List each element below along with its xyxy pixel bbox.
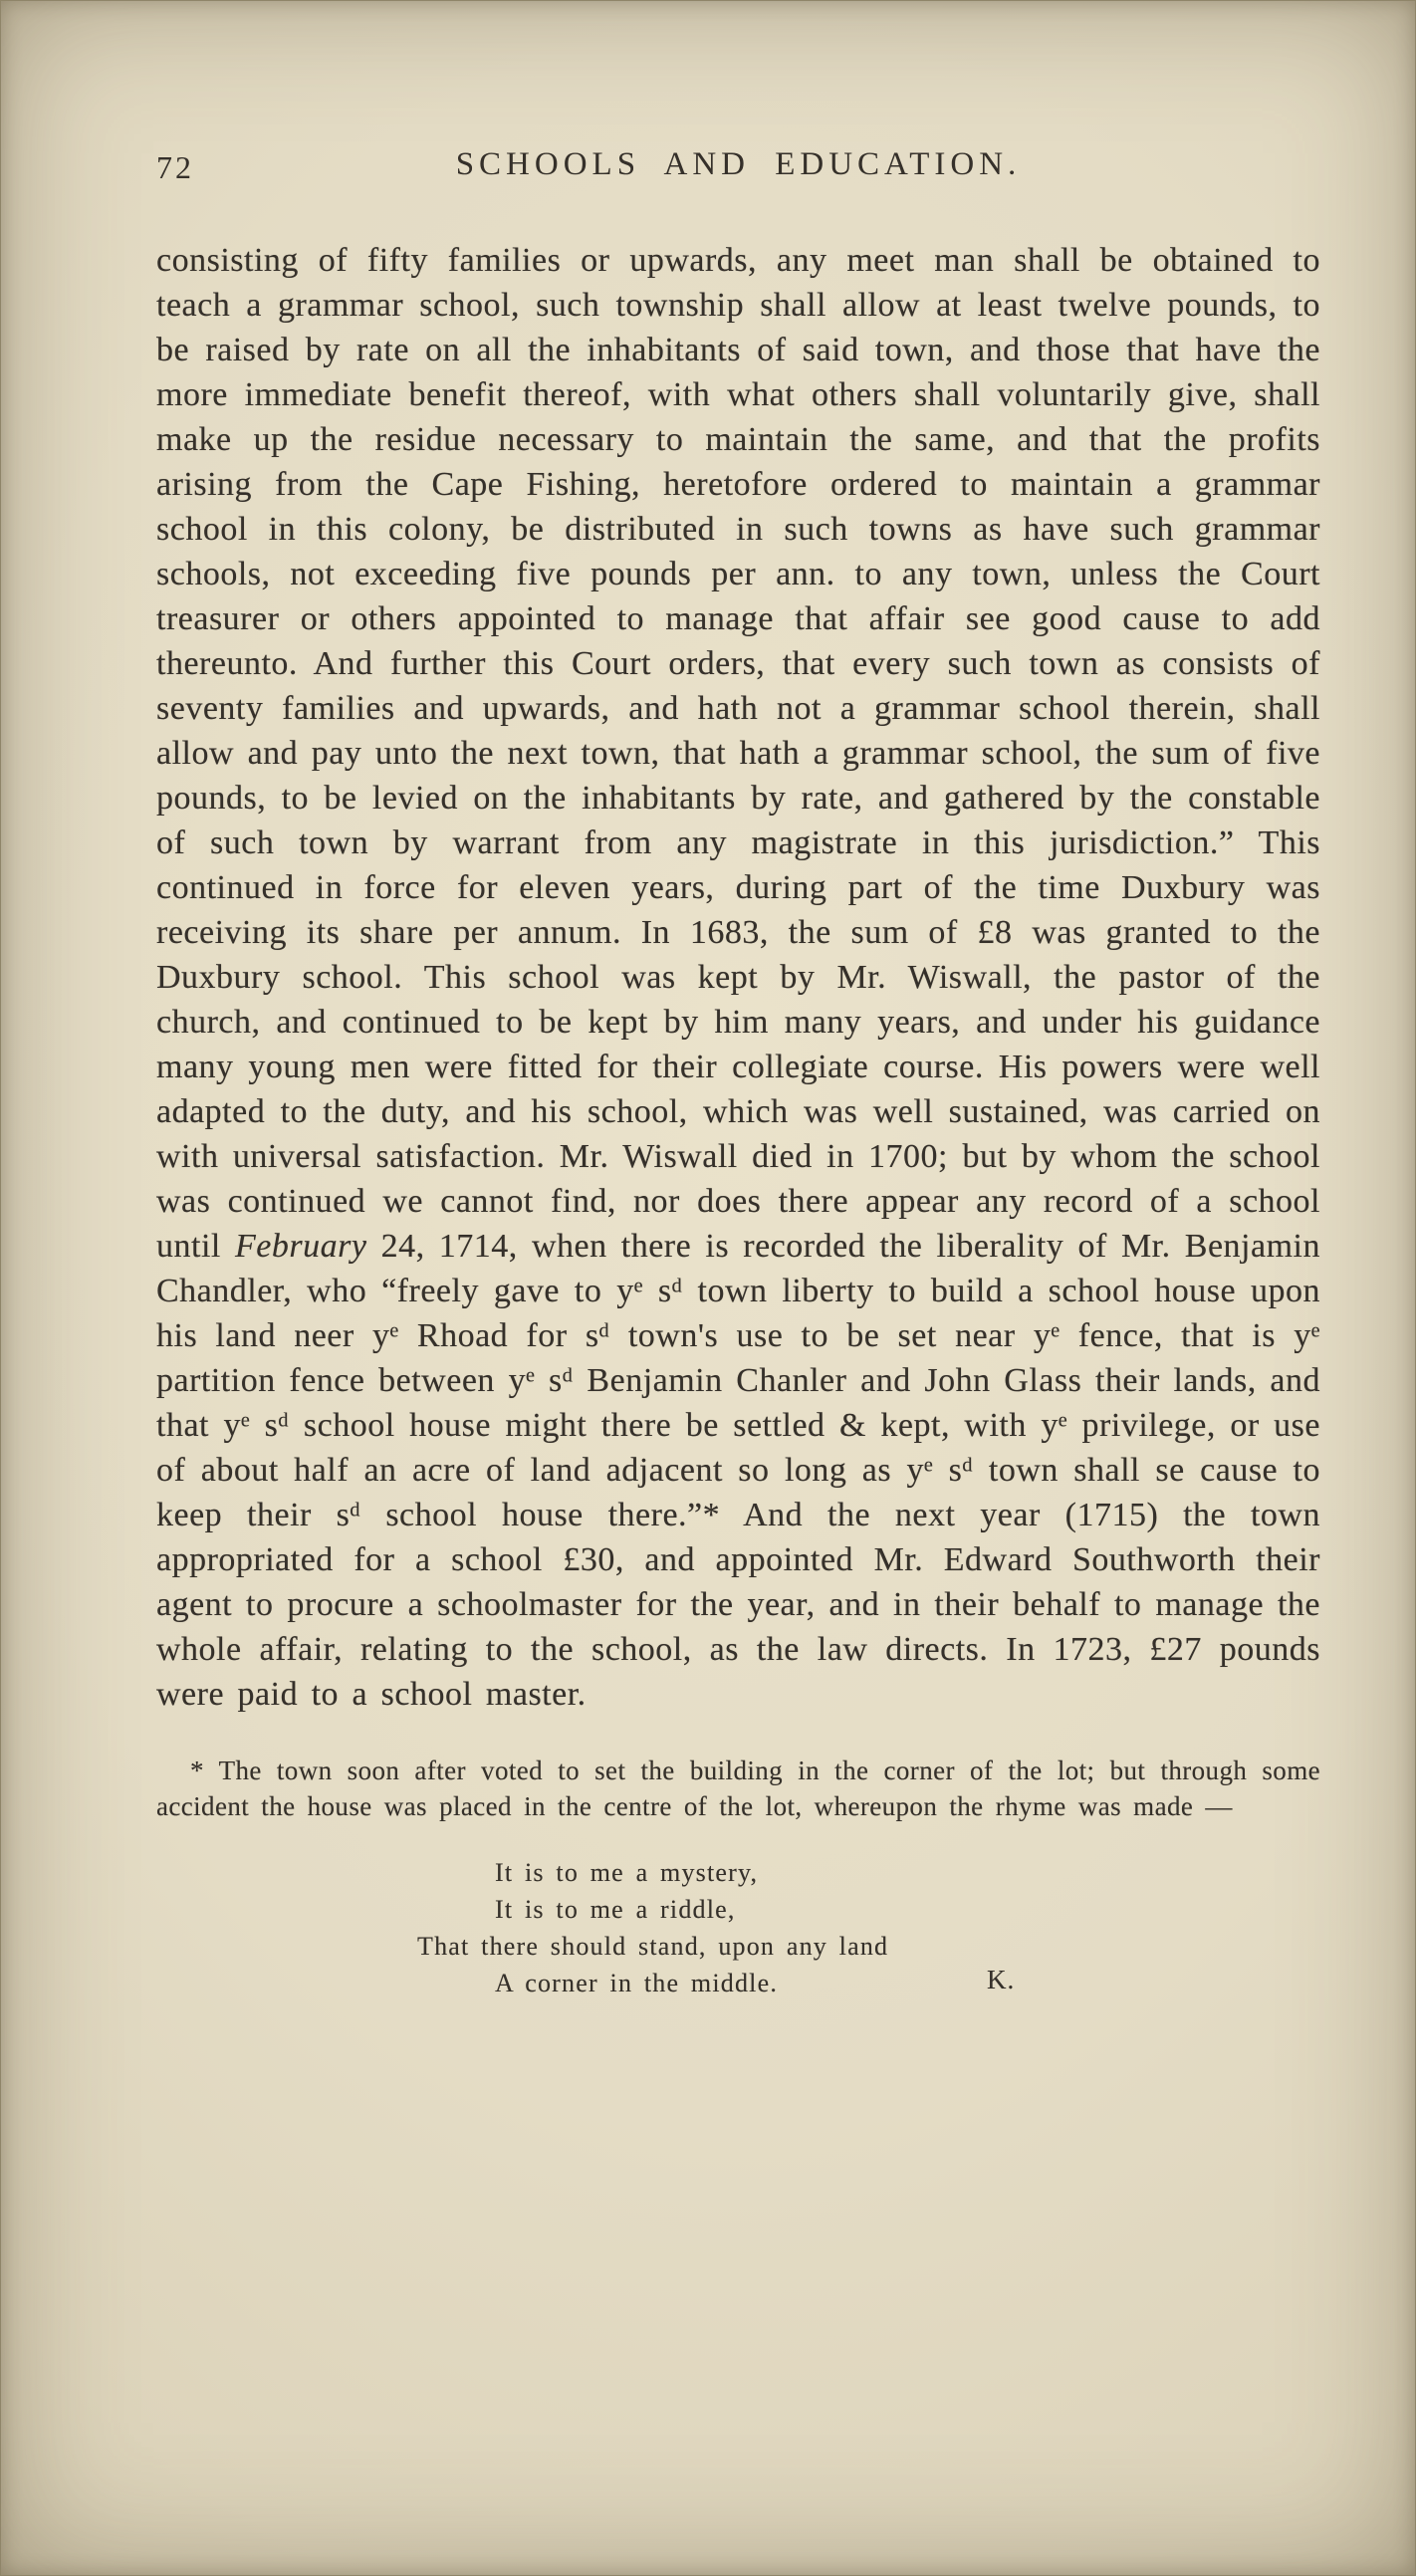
body-paragraph: [156, 238, 1320, 1717]
poem-lines: [417, 1854, 888, 2001]
poem-line: A corner in the middle.: [495, 1969, 779, 1997]
poem-line: It is to me a mystery,: [495, 1858, 759, 1887]
footnote-poem: [417, 1854, 1016, 2001]
footnote-text: * The town soon after voted to set the building in the corner of the lot; but through some accident the house was placed in the centre of the lot, whereupon the rhyme was made —: [156, 1756, 1320, 1821]
poem-line: It is to me a riddle,: [495, 1895, 736, 1924]
page-header: [156, 146, 1320, 196]
page-number: 72: [156, 149, 194, 185]
body-text-segment: February: [235, 1228, 367, 1265]
body-text-segment: 24, 1714, when there is recorded the liberality of Mr. Benjamin Chandler, who “freely gave to yᵉ sᵈ town liberty to build a school house upon his land neer yᵉ Rhoad for sᵈ town's use to be set near yᵉ fence, that is yᵉ partition fence between yᵉ sᵈ Benjamin Chanler and John Glass their lands, and that yᵉ sᵈ school house might there be settled & kept, with yᵉ privilege, or use of about half an acre of land adjacent so long as yᵉ sᵈ town shall se cause to keep their sᵈ school house there.”* And the next year (1715) the town appropriated for a school £30, and appointed Mr. Edward Southworth their agent to procure a schoolmaster for the year, and in their behalf to manage the whole affair, relating to the school, as the law directs. In 1723, £27 pounds were paid to a school master.: [156, 1228, 1320, 1713]
page-content: [1, 1, 1415, 2001]
running-header: SCHOOLS AND EDUCATION.: [455, 146, 1022, 182]
body-text-segment: consisting of fifty families or upwards, any meet man shall be obtained to teach a grammar school, such township shall allow at least twelve pounds, to be raised by rate on all the inhabitants of said town, and those that have the more immediate benefit thereof, with what others shall voluntarily give, shall make up the residue necessary to maintain the same, and that the profits arising from the Cape Fishing, heretofore ordered to maintain a grammar school in this colony, be distributed in such towns as have such grammar schools, not exceeding five pounds per ann. to any town, unless the Court treasurer or others appointed to manage that affair see good cause to add thereunto. And further this Court orders, that every such town as consists of seventy families and upwards, and hath not a grammar school therein, shall allow and pay unto the next town, that hath a grammar school, the sum of five pounds, to be levied on the inhabitants by rate, and gathered by the constable of such town by warrant from any magistrate in this jurisdiction.” This continued in force for eleven years, during part of the time Duxbury was receiving its share per annum. In 1683, the sum of £8 was granted to the Duxbury school. This school was kept by Mr. Wiswall, the pastor of the church, and continued to be kept by him many years, and under his guidance many young men were fitted for their collegiate course. His powers were well adapted to the duty, and his school, which was well sustained, was carried on with universal satisfaction. Mr. Wiswall died in 1700; but by whom the school was continued we cannot find, nor does there appear any record of a school until: [156, 242, 1320, 1265]
poem-signature: K.: [987, 1965, 1016, 1994]
poem-line: That there should stand, upon any land: [417, 1932, 889, 1961]
